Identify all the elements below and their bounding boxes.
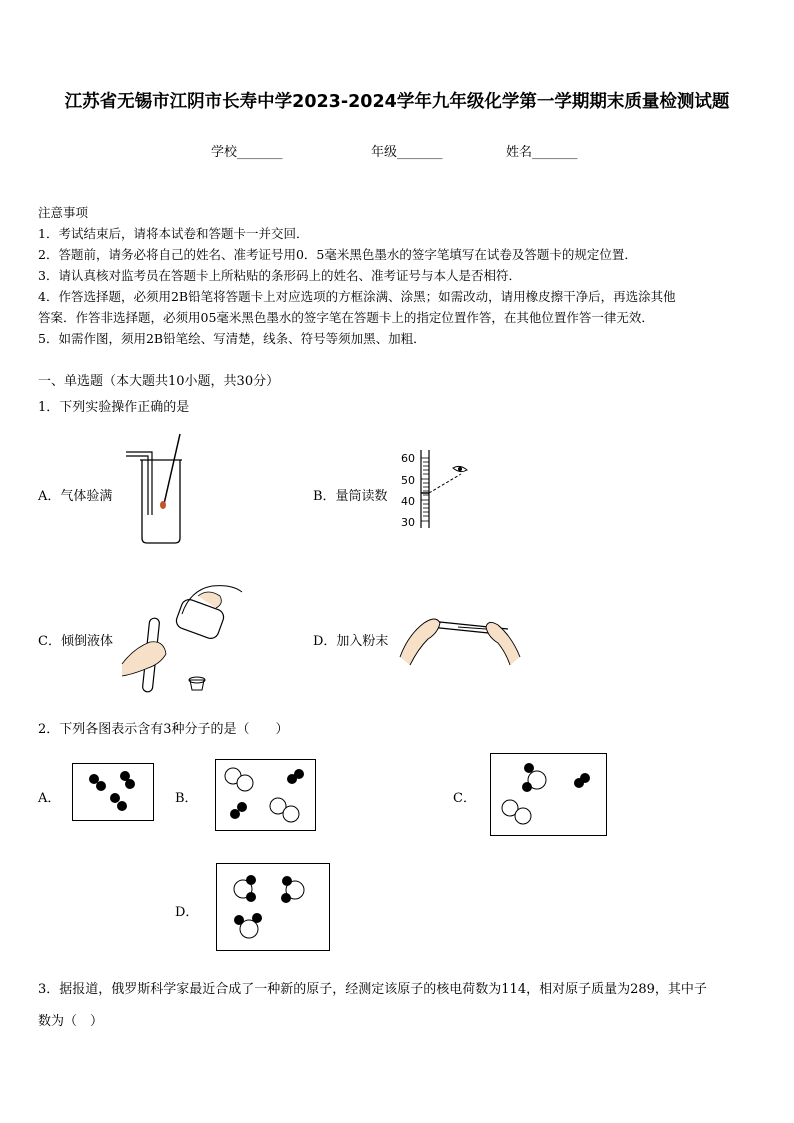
adding-powder-figure [398, 605, 523, 667]
gas-test-bottle-figure [124, 430, 194, 545]
q2-option-d-box [216, 863, 330, 951]
pouring-liquid-figure [120, 578, 248, 696]
question-1-stem: 1．下列实验操作正确的是 [38, 400, 190, 415]
cylinder-tick-60: 60 [401, 452, 415, 465]
notice-item-3: 3．请认真核对监考员在答题卡上所粘贴的条形码上的姓名、准考证号与本人是否相符． [38, 268, 521, 283]
q1-option-d-label: D．加入粉末 [313, 634, 389, 649]
notice-item-5: 5．如需作图，须用2B铅笔绘、写清楚，线条、符号等须加黑、加粗． [38, 331, 426, 346]
page-title: 江苏省无锡市江阴市长寿中学2023-2024学年九年级化学第一学期期末质量检测试题 [64, 92, 730, 112]
cylinder-tick-40: 40 [401, 495, 415, 508]
name-field: 姓名_______ [506, 145, 578, 160]
q1-option-c-label: C．倾倒液体 [38, 634, 113, 649]
notice-heading: 注意事项 [38, 205, 89, 220]
notice-item-1: 1．考试结束后，请将本试卷和答题卡一并交回． [38, 226, 309, 241]
cylinder-tick-50: 50 [401, 474, 415, 487]
q2-option-d-label: D． [175, 905, 199, 920]
q1-option-a-label: A．气体验满 [38, 489, 113, 504]
q2-option-c-label: C． [453, 791, 476, 806]
graduated-cylinder-figure [395, 446, 475, 532]
notice-item-4-cont: 答案．作答非选择题，必须用05毫米黑色墨水的签字笔在答题卡上的指定位置作答，在其他位置作答一律无效． [38, 310, 654, 325]
q2-option-a-label: A． [38, 791, 61, 806]
cylinder-tick-30: 30 [401, 516, 415, 529]
q2-option-a-box [72, 763, 154, 821]
section-heading: 一、单选题（本大题共10小题，共30分） [38, 374, 280, 389]
question-3-line-2: 数为（ ） [38, 1014, 104, 1029]
school-field: 学校_______ [211, 145, 283, 160]
q2-option-b-box [215, 759, 316, 831]
q1-option-b-label: B．量筒读数 [313, 489, 388, 504]
question-2-stem: 2．下列各图表示含有3种分子的是（ ） [38, 722, 289, 737]
notice-item-2: 2．答题前，请务必将自己的姓名、准考证号用0．5毫米黑色墨水的签字笔填写在试卷及答题卡的规定位置． [38, 247, 637, 262]
notice-item-4: 4．作答选择题，必须用2B铅笔将答题卡上对应选项的方框涂满、涂黑；如需改动，请用橡皮擦干净后，再选涂其他 [38, 289, 676, 304]
q2-option-c-box [490, 753, 607, 836]
q2-option-b-label: B． [175, 791, 198, 806]
question-3-line-1: 3．据报道，俄罗斯科学家最近合成了一种新的原子，经测定该原子的核电荷数为114，相对原子质量为289，其中子 [38, 982, 707, 997]
grade-field: 年级_______ [371, 145, 443, 160]
